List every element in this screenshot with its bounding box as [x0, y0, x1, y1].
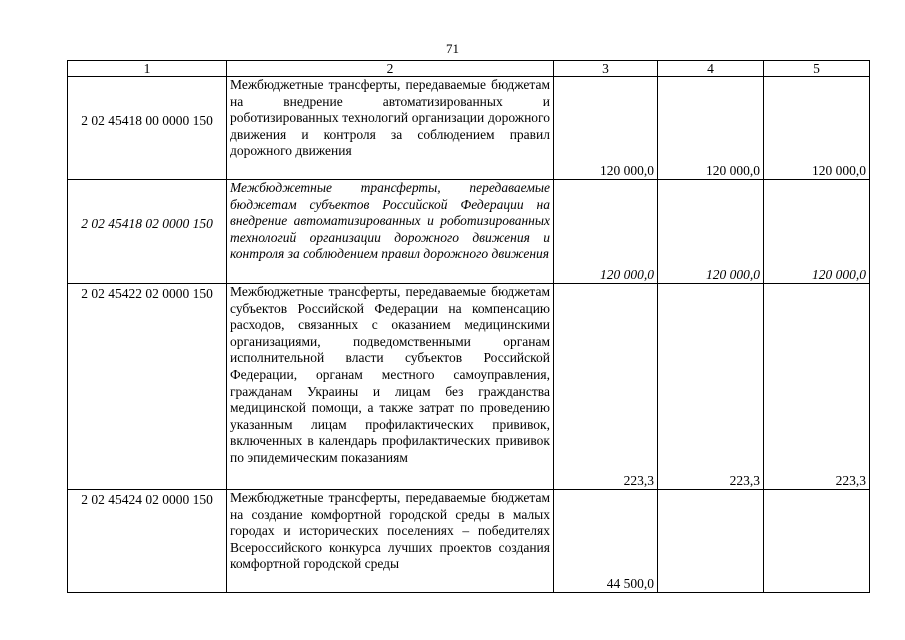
row-value-col5: 120 000,0	[764, 180, 870, 284]
row-value-col4	[658, 490, 764, 593]
row-code: 2 02 45418 02 0000 150	[68, 180, 227, 284]
column-header-3: 3	[554, 61, 658, 77]
row-code: 2 02 45418 00 0000 150	[68, 77, 227, 180]
column-header-1: 1	[68, 61, 227, 77]
row-value-col5: 223,3	[764, 284, 870, 490]
column-header-4: 4	[658, 61, 764, 77]
row-value-col4: 120 000,0	[658, 180, 764, 284]
budget-table	[67, 60, 870, 593]
row-description: Межбюджетные трансферты, передаваемые бюджетам на создание комфортной городской среды в малых городах и исторических поселениях – победителях Всероссийского конкурса лучших проектов создания комфортной городской среды	[227, 490, 554, 593]
column-header-5: 5	[764, 61, 870, 77]
table-row	[68, 77, 870, 180]
row-value-col5: 120 000,0	[764, 77, 870, 180]
table-header-row	[68, 61, 870, 77]
column-header-2: 2	[227, 61, 554, 77]
row-code: 2 02 45424 02 0000 150	[68, 490, 227, 593]
row-value-col3: 44 500,0	[554, 490, 658, 593]
page-number: 71	[446, 41, 459, 56]
table-row	[68, 180, 870, 284]
table-row	[68, 490, 870, 593]
row-value-col3: 120 000,0	[554, 180, 658, 284]
row-description: Межбюджетные трансферты, передаваемые бюджетам субъектов Российской Федерации на внедрение автоматизированных и роботизированных технологий организации дорожного движения и контроля за соблюдением правил дорожного движения	[227, 180, 554, 284]
row-value-col4: 120 000,0	[658, 77, 764, 180]
table-row	[68, 284, 870, 490]
row-value-col4: 223,3	[658, 284, 764, 490]
row-description: Межбюджетные трансферты, передаваемые бюджетам субъектов Российской Федерации на компенсацию расходов, связанных с оказанием медицинскими организациями, подведомственными органам исполнительной власти субъектов Российской Федерации, органам местного самоуправления, гражданам Украины и лицам без гражданства медицинской помощи, а также затрат по проведению указанным лицам профилактических прививок, включенных в календарь профилактических прививок по эпидемическим показаниям	[227, 284, 554, 490]
row-description: Межбюджетные трансферты, передаваемые бюджетам на внедрение автоматизированных и роботизированных технологий организации дорожного движения и контроля за соблюдением правил дорожного движения	[227, 77, 554, 180]
row-value-col5	[764, 490, 870, 593]
row-value-col3: 223,3	[554, 284, 658, 490]
row-value-col3: 120 000,0	[554, 77, 658, 180]
row-code: 2 02 45422 02 0000 150	[68, 284, 227, 490]
